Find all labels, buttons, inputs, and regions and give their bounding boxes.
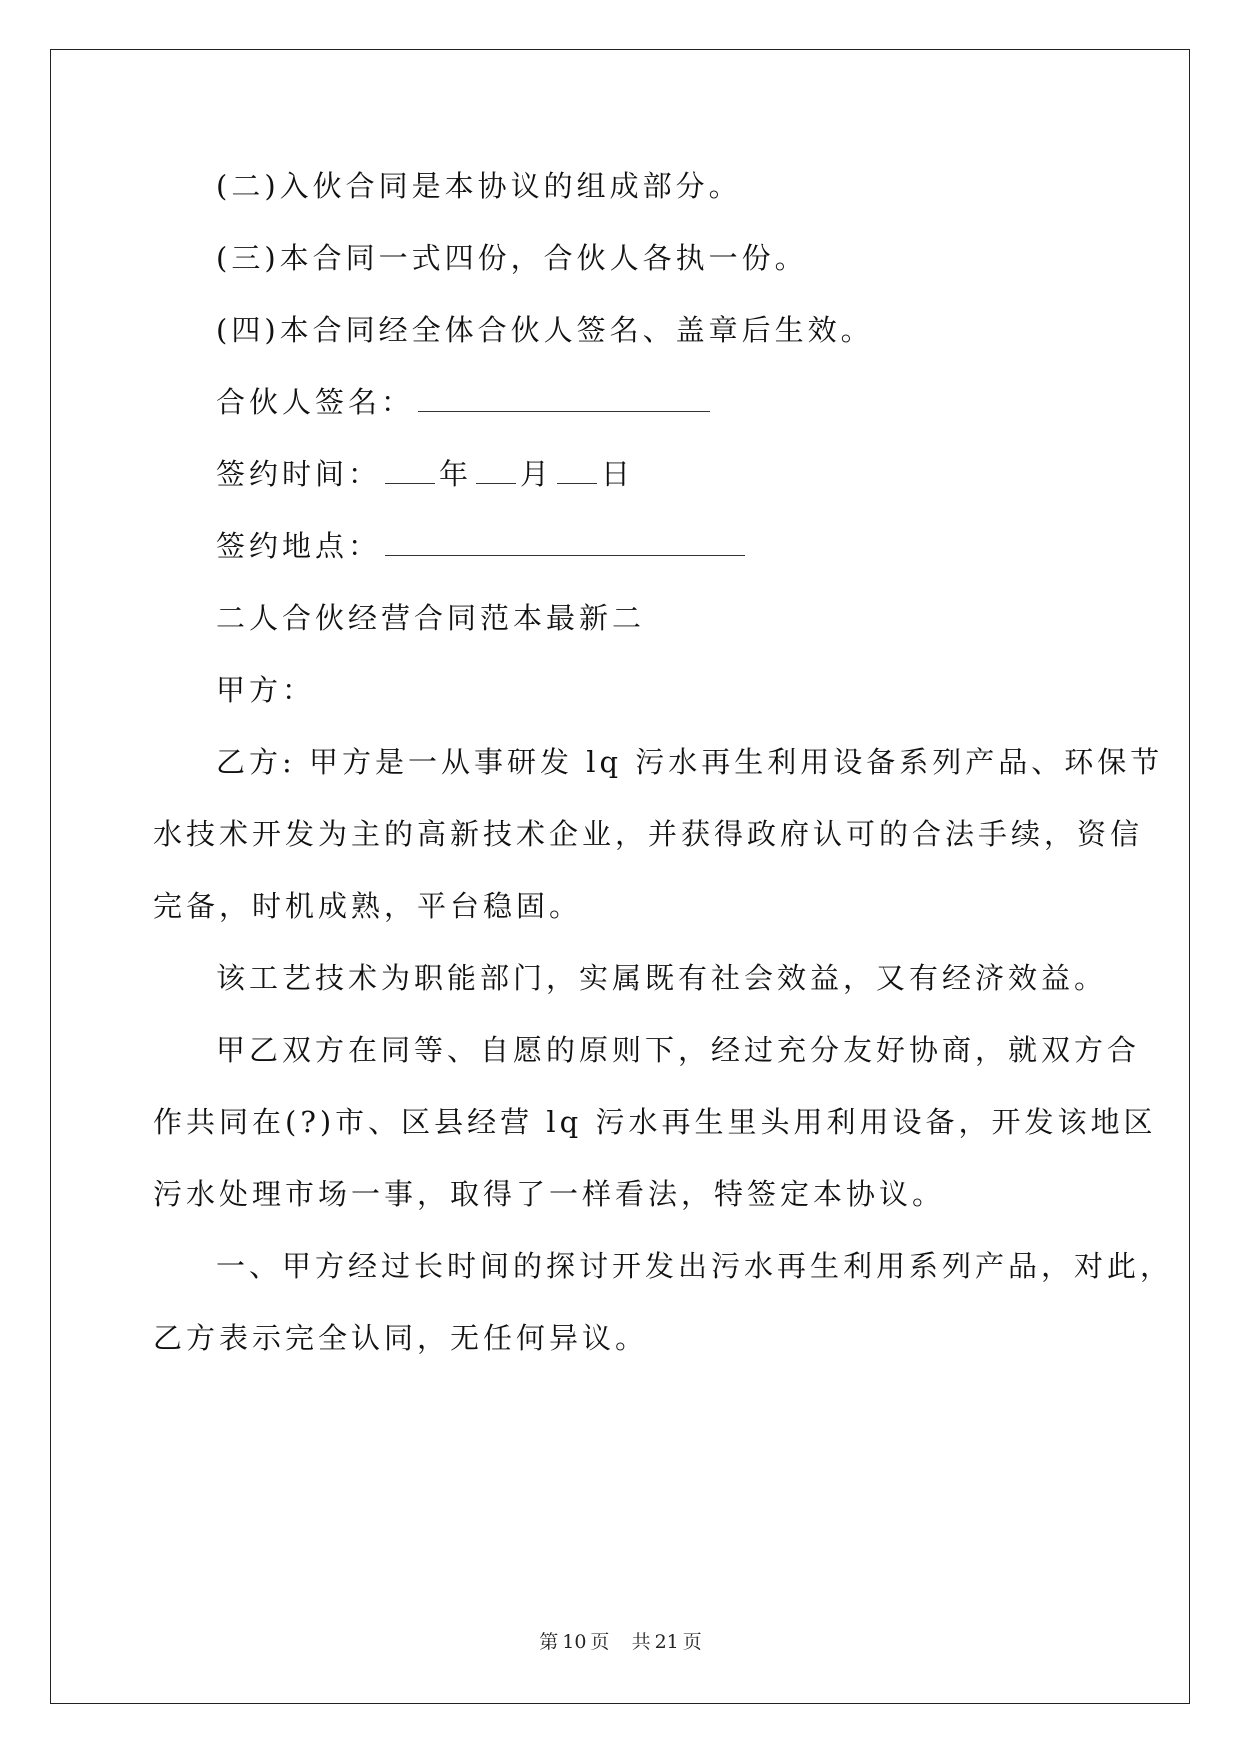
body-line-5: 甲乙双方在同等、自愿的原则下，经过充分友好协商，就双方合	[216, 1033, 1141, 1067]
body-line-7: 污水处理市场一事，取得了一样看法，特签定本协议。	[153, 1177, 946, 1211]
body-line-6: 作共同在(?)市、区县经营 lq 污水再生里头用利用设备，开发该地区	[153, 1105, 1157, 1139]
body-line-1: 乙方: 甲方是一从事研发 lq 污水再生利用设备系列产品、环保节	[216, 745, 1164, 779]
body-line-2: 水技术开发为主的高新技术企业，并获得政府认可的合法手续，资信	[153, 817, 1144, 851]
sign-place-label: 签约地点：	[216, 529, 382, 563]
body-line-4: 该工艺技术为职能部门，实属既有社会效益，又有经济效益。	[216, 961, 1108, 995]
sign-day-blank[interactable]	[557, 461, 597, 484]
page-number-prefix: 第	[539, 1631, 559, 1653]
sign-month-label: 月	[520, 457, 554, 491]
page-footer	[0, 1627, 1241, 1654]
body-line-3: 完备，时机成熟，平台稳固。	[153, 889, 583, 923]
sign-date-line	[153, 456, 634, 492]
partner-signature-label: 合伙人签名：	[216, 385, 415, 419]
partner-signature-blank[interactable]	[418, 389, 710, 412]
total-pages-prefix: 共	[631, 1631, 651, 1653]
page-number-mid: 页	[590, 1631, 610, 1653]
sign-month-blank[interactable]	[476, 461, 516, 484]
paragraph-clause-3: (三)本合同一式四份，合伙人各执一份。	[216, 241, 808, 275]
partner-signature-line	[153, 384, 714, 420]
party-a-label: 甲方：	[216, 673, 316, 707]
paragraph-clause-4: (四)本合同经全体合伙人签名、盖章后生效。	[216, 313, 874, 347]
page-border	[50, 49, 1190, 1704]
sign-date-label: 签约时间：	[216, 457, 382, 491]
sign-day-label: 日	[601, 457, 635, 491]
sign-place-blank[interactable]	[385, 533, 745, 556]
current-page-number: 10	[562, 1631, 587, 1653]
total-pages-number: 21	[654, 1631, 679, 1653]
paragraph-clause-2: (二)入伙合同是本协议的组成部分。	[216, 169, 742, 203]
second-contract-title: 二人合伙经营合同范本最新二	[216, 601, 646, 635]
sign-year-label: 年	[439, 457, 473, 491]
total-pages-suffix: 页	[682, 1631, 702, 1653]
sign-place-line	[153, 528, 749, 564]
body-line-8: 一、甲方经过长时间的探讨开发出污水再生利用系列产品，对此，	[216, 1249, 1174, 1283]
body-line-9: 乙方表示完全认同，无任何异议。	[153, 1321, 649, 1355]
sign-year-blank[interactable]	[385, 461, 435, 484]
